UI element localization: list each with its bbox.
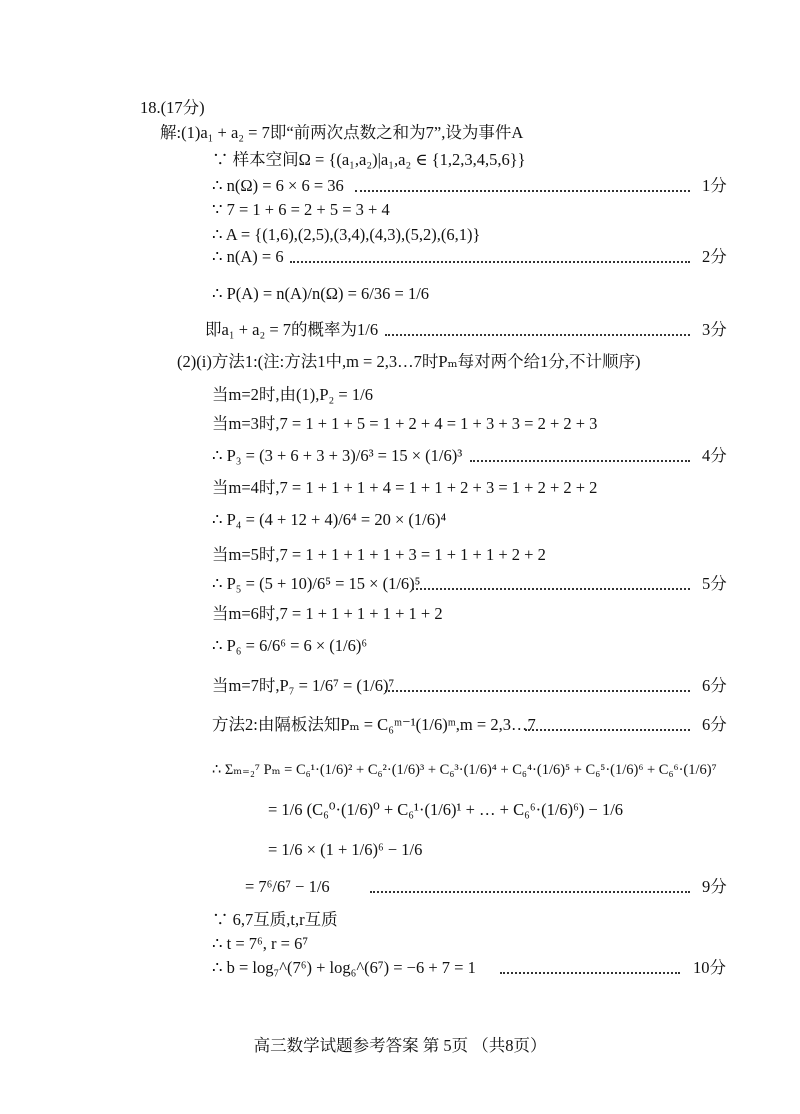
score-5: 5分 bbox=[702, 574, 727, 593]
solution-line-24: = 7⁶/6⁷ − 1/6 bbox=[245, 877, 330, 896]
score-3: 3分 bbox=[702, 320, 727, 339]
solution-line-8: 即a₁ + a₂ = 7的概率为1/6 bbox=[205, 320, 379, 339]
solution-line-7: ∴ P(A) = n(A)/n(Ω) = 6/36 = 1/6 bbox=[212, 284, 430, 303]
solution-line-15: 当m=5时,7 = 1 + 1 + 1 + 1 + 3 = 1 + 1 + 1 + 2 + 2 bbox=[212, 545, 546, 564]
score-1: 1分 bbox=[702, 176, 727, 195]
solution-line-27: ∴ b = log₇^(7⁶) + log₆^(6⁷) = −6 + 7 = 1 bbox=[212, 958, 476, 977]
solution-line-5: ∴ A = {(1,6),(2,5),(3,4),(4,3),(5,2),(6,1)} bbox=[212, 225, 481, 244]
solution-line-23: = 1/6 × (1 + 1/6)⁶ − 1/6 bbox=[268, 840, 423, 859]
solution-line-2: ∵ 样本空间Ω = {(a₁,a₂)|a₁,a₂ ∈ {1,2,3,4,5,6}} bbox=[212, 150, 526, 169]
solution-line-16: ∴ P₅ = (5 + 10)/6⁵ = 15 × (1/6)⁵ bbox=[212, 574, 421, 593]
score-6: 6分 bbox=[702, 676, 727, 695]
score-4: 4分 bbox=[702, 446, 727, 465]
solution-line-10: 当m=2时,由(1),P₂ = 1/6 bbox=[212, 385, 373, 404]
leader-dots bbox=[370, 891, 690, 893]
solution-line-9: (2)(i)方法1:(注:方法1中,m = 2,3…7时Pₘ每对两个给1分,不计顺序) bbox=[177, 352, 641, 371]
solution-line-14: ∴ P₄ = (4 + 12 + 4)/6⁴ = 20 × (1/6)⁴ bbox=[212, 510, 447, 529]
leader-dots bbox=[525, 729, 690, 731]
leader-dots bbox=[470, 460, 690, 462]
solution-line-25: ∵ 6,7互质,t,r互质 bbox=[212, 910, 338, 929]
score-2: 2分 bbox=[702, 247, 727, 266]
solution-line-21: ∴ Σₘ₌₂⁷ Pₘ = C₆¹·(1/6)² + C₆²·(1/6)³ + C₆³·(1/6)⁴ + C₆⁴·(1/6)⁵ + C₆⁵·(1/6)⁶ + C₆⁶·(1/6)⁷ bbox=[212, 762, 717, 778]
solution-line-20: 方法2:由隔板法知Pₘ = C₆ᵐ⁻¹(1/6)ᵐ,m = 2,3…7 bbox=[212, 715, 536, 734]
leader-dots bbox=[412, 588, 690, 590]
solution-line-17: 当m=6时,7 = 1 + 1 + 1 + 1 + 1 + 2 bbox=[212, 604, 443, 623]
solution-line-19: 当m=7时,P₇ = 1/6⁷ = (1/6)⁷ bbox=[212, 676, 395, 695]
solution-line-26: ∴ t = 7⁶, r = 6⁷ bbox=[212, 934, 309, 953]
leader-dots bbox=[385, 690, 690, 692]
solution-line-3: ∴ n(Ω) = 6 × 6 = 36 bbox=[212, 176, 344, 195]
solution-line-12: ∴ P₃ = (3 + 6 + 3 + 3)/6³ = 15 × (1/6)³ bbox=[212, 446, 463, 465]
leader-dots bbox=[290, 261, 690, 263]
solution-line-1: 解:(1)a₁ + a₂ = 7即“前两次点数之和为7”,设为事件A bbox=[160, 123, 524, 142]
leader-dots bbox=[500, 972, 680, 974]
leader-dots bbox=[385, 334, 690, 336]
page-footer: 高三数学试题参考答案 第 5页 （共8页） bbox=[253, 1036, 547, 1055]
solution-line-13: 当m=4时,7 = 1 + 1 + 1 + 4 = 1 + 1 + 2 + 3 = 1 + 2 + 2 + 2 bbox=[212, 478, 598, 497]
score-10: 10分 bbox=[693, 958, 726, 977]
solution-line-22: = 1/6 (C₆⁰·(1/6)⁰ + C₆¹·(1/6)¹ + … + C₆⁶·(1/6)⁶) − 1/6 bbox=[268, 800, 624, 819]
score-6b: 6分 bbox=[702, 715, 727, 734]
leader-dots bbox=[355, 190, 690, 192]
score-9: 9分 bbox=[702, 877, 727, 896]
solution-line-6: ∴ n(A) = 6 bbox=[212, 247, 284, 266]
solution-line-18: ∴ P₆ = 6/6⁶ = 6 × (1/6)⁶ bbox=[212, 636, 368, 655]
solution-line-4: ∵ 7 = 1 + 6 = 2 + 5 = 3 + 4 bbox=[212, 200, 390, 219]
question-number: 18.(17分) bbox=[140, 98, 205, 117]
solution-line-11: 当m=3时,7 = 1 + 1 + 5 = 1 + 2 + 4 = 1 + 3 + 3 = 2 + 2 + 3 bbox=[212, 414, 598, 433]
